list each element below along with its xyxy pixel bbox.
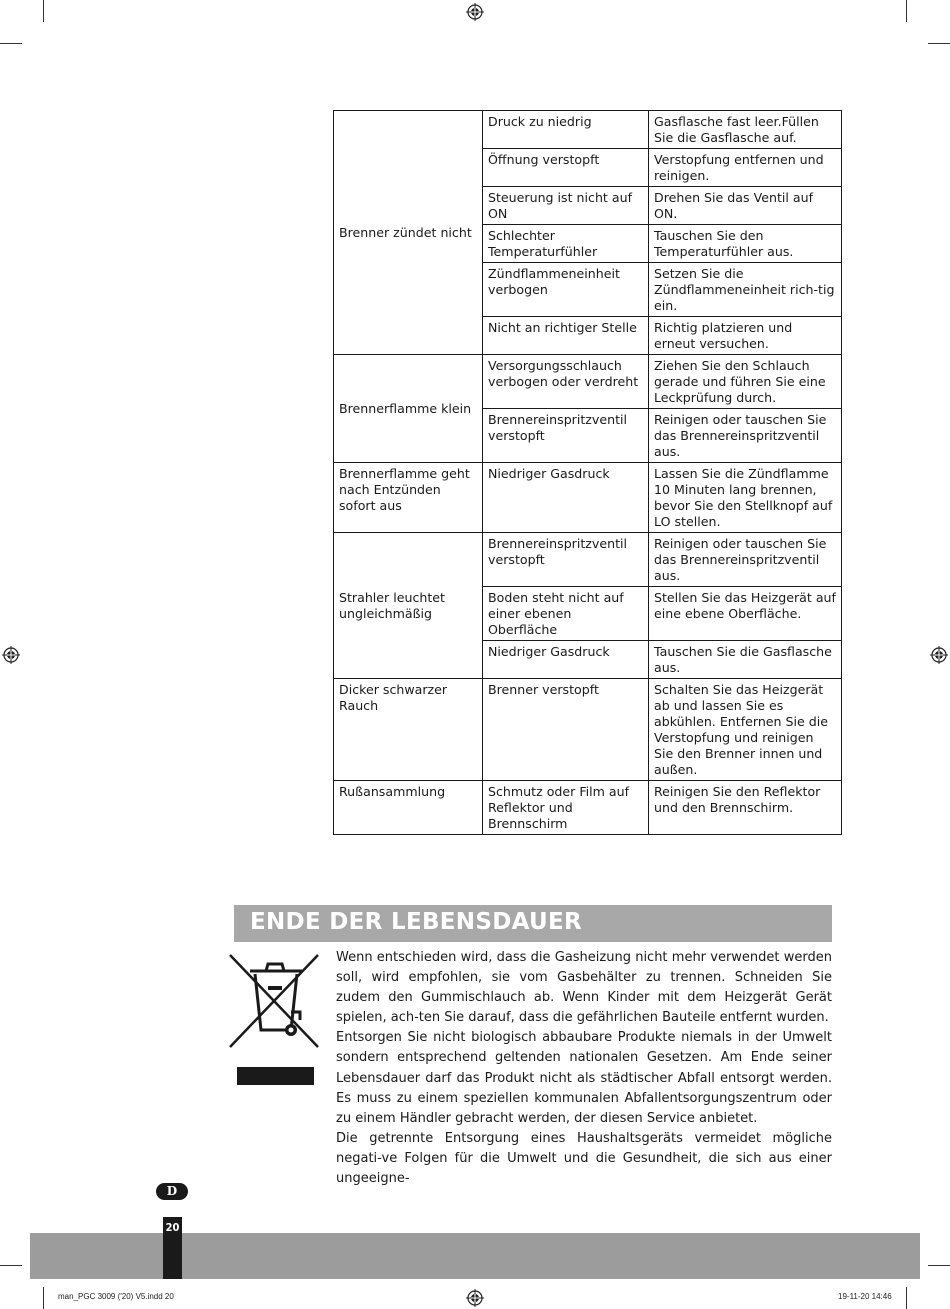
table-row: [334, 533, 842, 587]
section-body: [336, 948, 832, 1189]
crop-mark: [0, 43, 22, 44]
cause-cell: Steuerung ist nicht auf ON: [483, 187, 649, 225]
slug-filename: man_PGC 3009 ('20) V5.indd 20: [58, 1292, 174, 1301]
solution-cell: Reinigen Sie den Reflektor und den Brennschirm.: [649, 781, 842, 835]
table-row: [334, 463, 842, 533]
weee-crossed-bin-icon: [228, 952, 320, 1088]
paragraph: Wenn entschieden wird, dass die Gasheizung nicht mehr verwendet werden soll, wird empfohlen, sie vom Gasbehälter zu trennen. Schneiden Sie zudem den Gummischlauch ab. Wenn Kinder mit dem Heizgerät Gerät spielen, ach-ten Sie darauf, dass die gefährlichen Bauteile entfernt wurden.: [336, 950, 832, 1026]
cause-cell: Niedriger Gasdruck: [483, 641, 649, 679]
cause-cell: Versorgungsschlauch verbogen oder verdreht: [483, 355, 649, 409]
problem-cell: Brennerflamme geht nach Entzünden sofort aus: [334, 463, 483, 533]
solution-cell: Setzen Sie die Zündflammeneinheit rich-tig ein.: [649, 263, 842, 317]
solution-cell: Lassen Sie die Zündflamme 10 Minuten lang brennen, bevor Sie den Stellknopf auf LO stellen.: [649, 463, 842, 533]
troubleshooting-table: [333, 110, 842, 835]
cause-cell: Öffnung verstopft: [483, 149, 649, 187]
registration-mark-icon: [930, 646, 948, 664]
language-badge: D: [156, 1183, 188, 1200]
solution-cell: Drehen Sie das Ventil auf ON.: [649, 187, 842, 225]
crop-mark: [928, 43, 950, 44]
crop-mark: [928, 1265, 950, 1266]
cause-cell: Niedriger Gasdruck: [483, 463, 649, 533]
crop-mark: [906, 0, 907, 22]
cause-cell: Schlechter Temperaturfühler: [483, 225, 649, 263]
solution-cell: Tauschen Sie den Temperaturfühler aus.: [649, 225, 842, 263]
cause-cell: Druck zu niedrig: [483, 111, 649, 149]
solution-cell: Reinigen oder tauschen Sie das Brennereinspritzventil aus.: [649, 409, 842, 463]
registration-mark-icon: [466, 1289, 484, 1307]
cause-cell: Boden steht nicht auf einer ebenen Oberfläche: [483, 587, 649, 641]
crop-mark: [906, 1287, 907, 1309]
problem-cell: Strahler leuchtet ungleichmäßig: [334, 533, 483, 679]
solution-cell: Tauschen Sie die Gasflasche aus.: [649, 641, 842, 679]
cause-cell: Nicht an richtiger Stelle: [483, 317, 649, 355]
table-row: [334, 781, 842, 835]
solution-cell: Verstopfung entfernen und reinigen.: [649, 149, 842, 187]
problem-cell: Dicker schwarzer Rauch: [334, 679, 483, 781]
table-row: [334, 111, 842, 149]
problem-cell: Rußansammlung: [334, 781, 483, 835]
solution-cell: Schalten Sie das Heizgerät ab und lassen Sie es abkühlen. Entfernen Sie die Verstopfung und reinigen Sie den Brenner innen und außen.: [649, 679, 842, 781]
cause-cell: Zündflammeneinheit verbogen: [483, 263, 649, 317]
registration-mark-icon: [2, 646, 20, 664]
paragraph: Entsorgen Sie nicht biologisch abbaubare Produkte niemals in der Umwelt sondern entsprechend geltenden nationalen Gesetzen. Am Ende seiner Lebensdauer darf das Produkt nicht als städtischer Abfall entsorgt werden. Es muss zu einem speziellen kommunalen Abfallentsorgungszentrum oder zu einem Händler gebracht werden, der diesen Service anbietet.: [336, 1030, 832, 1126]
cause-cell: Brennereinspritzventil verstopft: [483, 533, 649, 587]
problem-cell: Brenner zündet nicht: [334, 111, 483, 355]
section-header: [234, 905, 832, 942]
cause-cell: Brennereinspritzventil verstopft: [483, 409, 649, 463]
crop-mark: [0, 1265, 22, 1266]
solution-cell: Stellen Sie das Heizgerät auf eine ebene Oberfläche.: [649, 587, 842, 641]
registration-mark-icon: [466, 3, 484, 21]
slug-timestamp: 19-11-20 14:46: [838, 1292, 892, 1301]
crop-mark: [43, 0, 44, 22]
solution-cell: Ziehen Sie den Schlauch gerade und führen Sie eine Leckprüfung durch.: [649, 355, 842, 409]
table-row: [334, 355, 842, 409]
table-row: [334, 679, 842, 781]
solution-cell: Reinigen oder tauschen Sie das Brennereinspritzventil aus.: [649, 533, 842, 587]
section-title: ENDE DER LEBENSDAUER: [250, 909, 582, 935]
crop-mark: [43, 1287, 44, 1309]
cause-cell: Schmutz oder Film auf Reflektor und Brennschirm: [483, 781, 649, 835]
solution-cell: Richtig platzieren und erneut versuchen.: [649, 317, 842, 355]
problem-cell: Brennerflamme klein: [334, 355, 483, 463]
paragraph: Die getrennte Entsorgung eines Haushaltsgeräts vermeidet mögliche negati-ve Folgen für die Umwelt und die Gesundheit, die sich aus einer ungeeigne-: [336, 1130, 832, 1187]
cause-cell: Brenner verstopft: [483, 679, 649, 781]
solution-cell: Gasflasche fast leer.Füllen Sie die Gasflasche auf.: [649, 111, 842, 149]
page-number: 20: [165, 1221, 180, 1234]
